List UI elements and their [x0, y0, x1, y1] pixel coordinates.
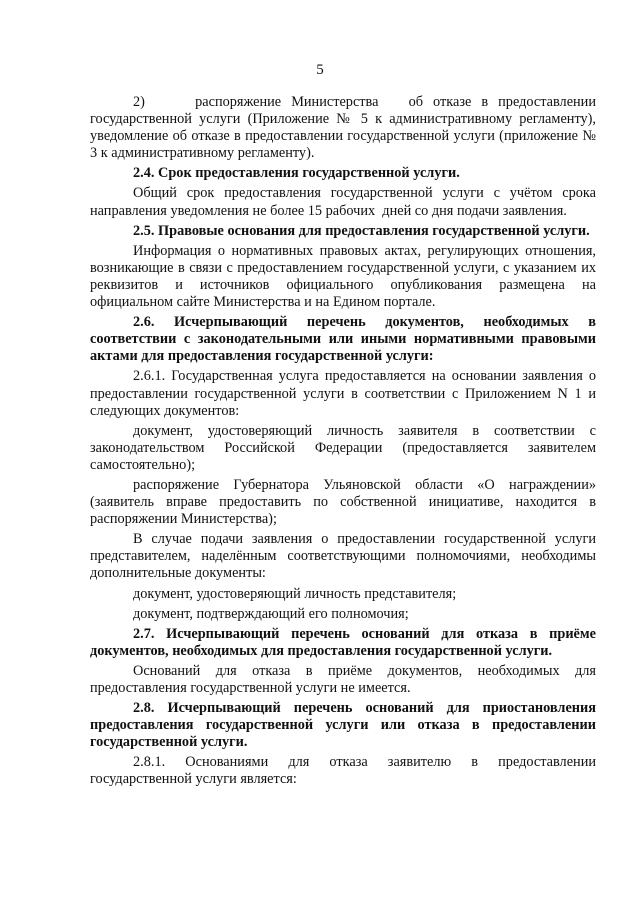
page-number: 5	[316, 62, 324, 78]
list-item-representative-identity: документ, удостоверяющий личность представителя;	[133, 585, 457, 602]
section-heading-2-8: 2.8. Исчерпывающий перечень оснований для приостановления предоставления государственной услуги или отказа в предоставлении государственной услуги.	[90, 700, 596, 751]
list-item-authority-document: документ, подтверждающий его полномочия;	[133, 605, 409, 622]
list-item-governor-order: распоряжение Губернатора Ульяновской области «О награждении» (заявитель вправе предоставить по собственной инициативе, находится в распоряжении Министерства);	[90, 476, 596, 528]
paragraph-2-6-1: 2.6.1. Государственная услуга предоставляется на основании заявления о предоставлении государственной услуги в соответствии с Приложением N 1 и следующих документов:	[90, 368, 596, 419]
section-heading-2-7: 2.7. Исчерпывающий перечень оснований для отказа в приёме документов, необходимых для предоставления государственной услуги.	[90, 625, 596, 659]
section-heading-2-4: 2.4. Срок предоставления государственной услуги.	[133, 165, 460, 182]
document-body	[90, 94, 596, 789]
paragraph-2-8-1: 2.8.1. Основаниями для отказа заявителю в предоставлении государственной услуги является:	[90, 754, 596, 788]
paragraph-service-term: Общий срок предоставления государственной услуги с учётом срока направления уведомления не более 15 рабочих дней со дня подачи заявления.	[90, 185, 596, 219]
section-heading-2-5: 2.5. Правовые основания для предоставления государственной услуги.	[133, 222, 590, 239]
paragraph-representative: В случае подачи заявления о предоставлении государственной услуги представителем, наделённым соответствующими полномочиями, необходимы дополнительные документы:	[90, 531, 596, 582]
list-item-identity-document: документ, удостоверяющий личность заявителя в соответствии с законодательством Российской Федерации (предоставляется заявителем самостоятельно);	[90, 422, 596, 473]
paragraph-legal-basis: Информация о нормативных правовых актах, регулирующих отношения, возникающие в связи с предоставлением государственной услуги, с указанием их реквизитов и источников официального опубликования размещена на официальном сайте Министерства и на Едином портале.	[90, 242, 596, 311]
paragraph-refusal-order: 2) распоряжение Министерства об отказе в предоставлении государственной услуги (Приложение № 5 к административному регламенту), уведомление об отказе в предоставлении государственной услуги (приложение № 3 к административному регламенту).	[90, 94, 596, 162]
section-heading-2-6: 2.6. Исчерпывающий перечень документов, необходимых в соответствии с законодательными или иными нормативными правовыми актами для предоставления государственной услуги:	[90, 314, 596, 365]
paragraph-no-refusal-grounds: Оснований для отказа в приёме документов, необходимых для предоставления государственной услуги не имеется.	[90, 662, 596, 696]
